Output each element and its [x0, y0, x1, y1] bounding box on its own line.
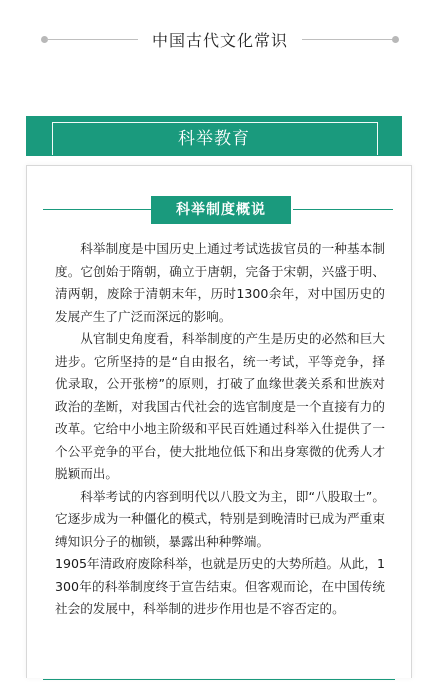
header-right-rule — [302, 39, 394, 40]
paragraph-content: 科举考试的内容到明代以八股文为主，即“八股取士”。它逐步成为一种僵化的模式，特别是到晚清时已成为严重束缚知识分子的枷锁，暴露出种种弊端。 — [55, 488, 385, 549]
card-bottom-rule — [43, 679, 395, 680]
paragraph-intro: 科举制度是中国历史上通过考试选拔官员的一种基本制度。它创始于隋朝，确立于唐朝，完备于宋朝，兴盛于明、清两朝，废除于清朝末年，历时1300余年，对中国历史的发展产生了广泛而深远的影响。 — [55, 241, 385, 324]
paragraph-abolition: 1905年清政府废除科举，也就是历史的大势所趋。从此，1300年的科举制度终于宣告结束。但客观而论，在中国传统社会的发展中，科举制的进步作用也是不容否定的。 — [55, 556, 385, 616]
article-body — [55, 238, 385, 621]
header-right-dot — [392, 36, 399, 43]
header-title: 中国古代文化常识 — [151, 31, 288, 50]
subheading-badge: 科举制度概说 — [151, 196, 291, 224]
page-header — [0, 0, 440, 80]
content-card — [26, 165, 412, 678]
paragraph-significance: 从官制史角度看，科举制度的产生是历史的必然和巨大进步。它所坚持的是“自由报名，统一考试，平等竞争，择优录取，公开张榜”的原则，打破了血缘世袭关系和世族对政治的垄断，对我国古代社会的选官制度是一个直接有力的改革。它给中小地主阶级和平民百姓通过科举入仕提供了一个公平竞争的平台，使大批地位低下和出身寒微的优秀人才脱颖而出。 — [55, 331, 385, 481]
banner-title: 科举教育 — [178, 129, 250, 149]
section-banner — [26, 116, 402, 156]
header-left-rule — [46, 39, 138, 40]
subheading-right-rule — [293, 209, 393, 210]
